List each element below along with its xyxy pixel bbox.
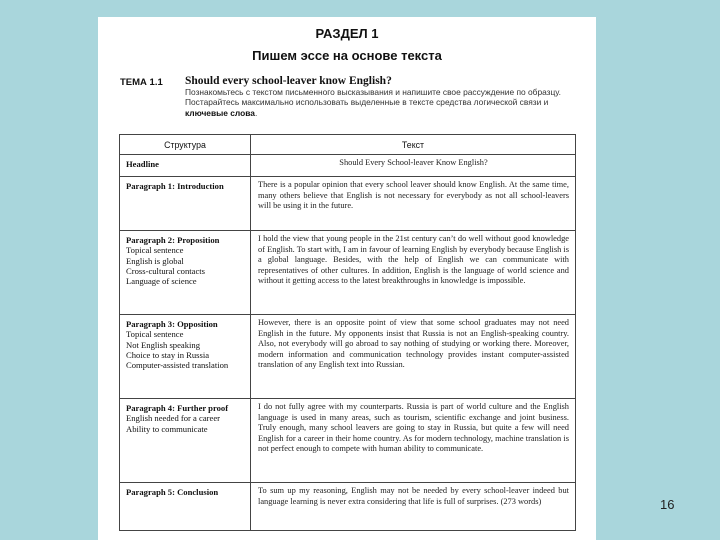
instruction-keywords: ключевые слова: [185, 107, 255, 118]
essay-structure-table: [119, 134, 576, 531]
row-text: Should Every School-leaver Know English?: [339, 158, 488, 167]
row-heading: Paragraph 4: Further proof: [126, 403, 229, 413]
document-page: [98, 17, 596, 540]
row-point: Computer-assisted translation: [126, 360, 229, 371]
topic-question: Should every school-leaver know English?: [185, 75, 392, 87]
instruction-text: [185, 87, 581, 118]
row-heading: Paragraph 1: Introduction: [126, 181, 224, 191]
instruction-post: .: [254, 107, 258, 118]
table-row: [120, 155, 576, 177]
section-title: РАЗДЕЛ 1: [315, 26, 379, 41]
row-heading: Paragraph 2: Proposition: [126, 235, 220, 245]
table-row: [120, 231, 576, 315]
row-heading: Paragraph 5: Conclusion: [126, 487, 219, 497]
column-header-text: Текст: [251, 135, 576, 155]
row-text-cell: [251, 231, 576, 315]
row-text-cell: [251, 483, 576, 531]
row-structure-cell: [120, 483, 251, 531]
row-heading: Paragraph 3: Opposition: [126, 319, 218, 329]
table-header-row: [120, 135, 576, 155]
table-row: [120, 315, 576, 399]
column-header-structure: Структура: [120, 135, 251, 155]
row-point: Topical sentence: [126, 245, 184, 256]
row-structure-cell: [120, 177, 251, 231]
table-row: [120, 483, 576, 531]
row-text-cell: [251, 315, 576, 399]
table-row: [120, 399, 576, 483]
row-point: Not English speaking: [126, 339, 200, 350]
row-point: Cross-cultural contacts: [126, 265, 205, 276]
row-point: Topical sentence: [126, 329, 184, 340]
row-point: English needed for a career: [126, 413, 221, 424]
row-structure-cell: [120, 399, 251, 483]
row-text-cell: [251, 399, 576, 483]
row-text: To sum up my reasoning, English may not be needed by every school-leaver indeed but language learning is never extra considering that life is full of surprises. (273 words): [258, 486, 569, 506]
row-point: Choice to stay in Russia: [126, 349, 210, 360]
instruction-pre: Познакомьтесь с текстом письменного высказывания и напишите свое рассуждение по образцу. Постарайтесь максимально использовать выделенные в тексте средства логической связи и: [185, 87, 561, 108]
row-structure-cell: [120, 315, 251, 399]
row-heading: Headline: [126, 159, 159, 169]
row-text-cell: [251, 177, 576, 231]
table-row: [120, 177, 576, 231]
row-structure-cell: [120, 155, 251, 177]
section-subtitle: Пишем эссе на основе текста: [252, 48, 442, 63]
row-structure-cell: [120, 231, 251, 315]
row-point: Language of science: [126, 276, 197, 287]
row-text: I do not fully agree with my counterparts. Russia is part of world culture and the English language is used in many areas, such as tourism, scientific exchange and joint business. Truly enough, many school leavers are going to stay in Russia, but quite a few will need English for a career in their home country. As for modern technology, machine translation is not perfect enough to compete with human ability to communicate.: [258, 402, 569, 453]
row-text: However, there is an opposite point of view that some school graduates may not need English in the future. My opponents insist that Russia is not an English-speaking country. Also, not everybody will go abroad to say nothing of studying or working there. Moreover, modern information and communication technology provides instant computer-assisted translation of any English text into Russian.: [258, 318, 569, 369]
row-point: Ability to communicate: [126, 423, 208, 434]
row-text-cell: [251, 155, 576, 177]
row-text: There is a popular opinion that every school leaver should know English. At the same time, many others believe that English is not necessary for everybody as not all school-leavers will be using it in the future.: [258, 180, 569, 210]
topic-label: ТЕМА 1.1: [120, 77, 163, 88]
row-text: I hold the view that young people in the 21st century can’t do well without good knowledge of English. To start with, I am in favour of learning English by everybody because English is a global language. Besides, with the help of English we can communicate with representatives of other cultures. In addition, English is the language of world science and without it getting access to the latest breakthroughs in knowledge is impossible.: [258, 234, 569, 285]
row-point: English is global: [126, 255, 184, 266]
slide-page-number: 16: [660, 497, 675, 512]
